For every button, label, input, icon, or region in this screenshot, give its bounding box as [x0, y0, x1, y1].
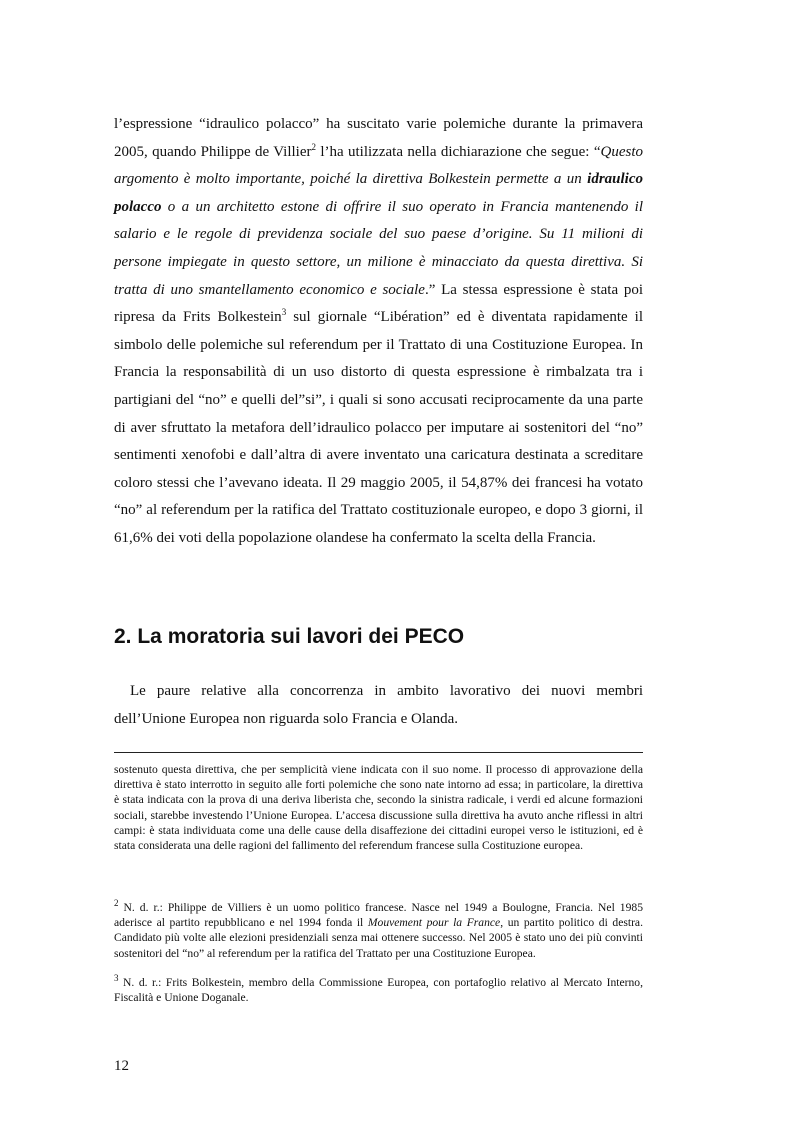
text-span: l’ha utilizzata nella dichiarazione che segue: “: [315, 143, 601, 160]
footnote-ref-2[interactable]: 2: [311, 141, 316, 152]
footnote-mark: 3: [114, 973, 119, 984]
footnote-italic: Mouvement pour la France: [367, 916, 501, 930]
quote-text: Questo argomento è molto importante, poiché la direttiva Bolkestein permette a un: [114, 143, 643, 188]
body-paragraph: [114, 111, 643, 553]
footnote-continuation: sostenuto questa direttiva, che per semplicità viene indicata con il suo nome. Il processo di approvazione della direttiva è stato interrotto in seguito alle forti polemiche che sono nate intorno ad essa; in particolare, la direttiva è stata indicata con la prova di una deriva liberista che, secondo la sinistra radicale, i verdi ed alcune formazioni sociali, starebbe investendo l’Unione Europea. L’accesa discussione sulla direttiva ha avuto anche riflessi in altri campi: è stata individuata come una delle cause della disaffezione dei cittadini europei verso le istituzioni, ed è stata considerata una delle ragioni del fallimento del referendum francese sulla Costituzione europea.: [114, 763, 643, 853]
page-number: 12: [114, 1058, 129, 1074]
quote-text: o a un architetto estone di offrire il suo operato in Francia mantenendo il salario e le regole di previdenza sociale del suo paese d’origine. Su 11 milioni di persone impiegate in questo settore, un milione è minacciato da questa direttiva. Si tratta di uno smantellamento economico e sociale: [114, 198, 643, 298]
section-heading: 2. La moratoria sui lavori dei PECO: [114, 625, 465, 648]
footnote-text: , un partito politico di destra. Candidato più volte alle elezioni presidenziali senza mai ottenere successo. Nel 2005 è stato uno dei più convinti sostenitori del “no” al referendum per la ratifica del Trattato per una Costituzione Europea.: [114, 916, 643, 960]
paragraph-text: [114, 111, 643, 553]
footnote-3: [114, 975, 643, 1005]
quote-emphasis: idraulico polacco: [114, 171, 643, 215]
footnote-text: N. d. r.: Philippe de Villiers è un uomo politico francese. Nasce nel 1949 a Boulogne, Francia. Nel 1985 aderisce al partito repubblicano e nel 1994 fonda il: [114, 901, 643, 930]
footnote-mark: 2: [114, 898, 119, 909]
text-span: .” La stessa espressione è stata poi ripresa da Frits Bolkestein: [114, 281, 643, 326]
footnote-text: N. d. r.: Frits Bolkestein, membro della Commissione Europea, con portafoglio relativo al Mercato Interno, Fiscalità e Unione Doganale.: [114, 976, 643, 1005]
text-span: l’espressione “idraulico polacco” ha suscitato varie polemiche durante la primavera 2005, quando Philippe de Villier: [114, 116, 643, 160]
quotation: [114, 141, 643, 298]
section-paragraph: Le paure relative alla concorrenza in ambito lavorativo dei nuovi membri dell’Unione Europea non riguarda solo Francia e Olanda.: [114, 683, 643, 727]
footnote-ref-3[interactable]: 3: [281, 307, 287, 318]
footnote-divider: [114, 752, 643, 753]
footnote-2: [114, 900, 643, 961]
text-span: sul giornale “Libération” ed è diventata rapidamente il simbolo delle polemiche sul referendum per il Trattato di una Costituzione Europea. In Francia la responsabilità di un uso distorto di questa espressione è rimbalzata tra i partigiani del “no” e quelli del”si”, i quali si sono accusati reciprocamente da una parte di aver sfruttato la metafora dell’idraulico polacco per imputare ai sostenitori del “no” sentimenti xenofobi e dall’altra di avere inventato una caricatura destinata a screditare coloro stessi che l’avevano ideata. Il 29 maggio 2005, il 54,87% dei francesi ha votato “no” al referendum per la ratifica del Trattato costituzionale europeo, e dopo 3 giorni, il 61,6% dei voti della popolazione olandese ha confermato la scelta della Francia.: [114, 309, 643, 546]
